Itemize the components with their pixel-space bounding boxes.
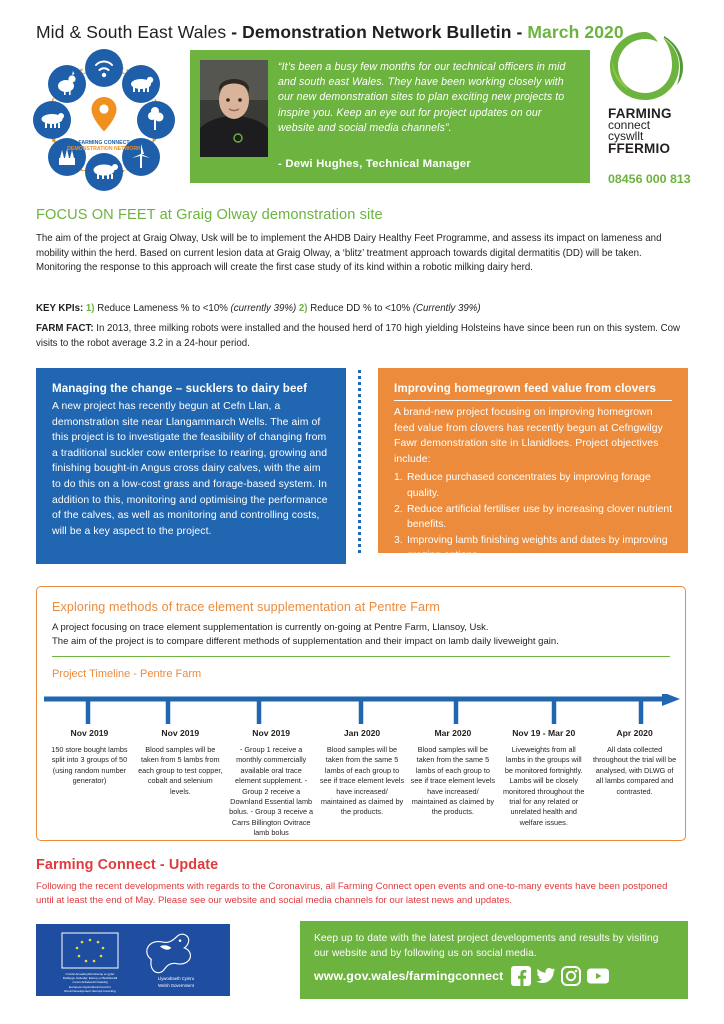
- svg-text:Llywodraeth Cymru: Llywodraeth Cymru: [157, 976, 195, 981]
- svg-text:Cronfa Amaethyddol Ewrop ar gy: Cronfa Amaethyddol Ewrop ar gyfer: [65, 972, 115, 976]
- svg-text:Datblygu Gwledig: Ewrop yn Bud: Datblygu Gwledig: Ewrop yn Buddsoddi: [62, 976, 118, 980]
- masthead-subtitle: - Demonstration Network Bulletin -: [226, 22, 528, 42]
- kpi-2-number: 2): [298, 303, 308, 314]
- panel-paragraph-line1: A project focusing on trace element supplementation is currently on-going at Pentre Farm, Llansoy, Usk.: [52, 622, 489, 633]
- panel-paragraph: [52, 621, 672, 649]
- wheel-center-line1: FARMING CONNECT: [78, 140, 130, 146]
- quote-attribution: - Dewi Hughes, Technical Manager: [278, 158, 471, 170]
- farming-connect-logo: [602, 28, 712, 154]
- timeline-description: Blood samples will be taken from the same 5 lambs of each group to see if trace element levels have increased/ maintained as claimed by the products.: [319, 745, 405, 817]
- focus-heading: [36, 207, 383, 223]
- objective-text: Reduce purchased concentrates by improving forage quality.: [407, 472, 651, 499]
- farm-fact-text: In 2013, three milking robots were installed and the housed herd of 170 high yielding Holsteins have since been run on this system. Cow visits to the robot average 3.2 in a 24-hour period.: [36, 323, 681, 349]
- focus-heading-rest: at Graig Olway demonstration site: [155, 207, 383, 223]
- masthead-date: March 2020: [527, 22, 624, 42]
- website-url[interactable]: www.gov.wales/farmingconnect: [314, 968, 504, 983]
- update-heading: Farming Connect - Update: [36, 857, 219, 873]
- timeline-date: Jan 2020: [343, 728, 381, 738]
- timeline-item: [498, 728, 589, 839]
- timeline-description: All data collected throughout the trial will be analysed, with DLWG of all lambs compared and contrasted.: [593, 745, 677, 796]
- orange-box-paragraph: A brand-new project focusing on improving homegrown feed value from clovers has recently begun at Cefngwilgy Fawr demonstration site in Llanidloes. Project objectives include:: [394, 407, 663, 465]
- project-timeline: [44, 694, 680, 838]
- timeline-date: Nov 2019: [161, 728, 200, 738]
- panel-sucklers-to-dairy-beef: [36, 368, 346, 564]
- kpi-2-note: (Currently 39%): [412, 303, 481, 314]
- timeline-description: Blood samples will be taken from the same 5 lambs of each group to see if trace element levels have increased/ maintained as claimed by the products.: [410, 745, 496, 817]
- logo-word-cyswllt: cyswllt: [608, 129, 644, 143]
- orange-box-heading: Improving homegrown feed value from clovers: [394, 382, 656, 395]
- quote-text: “It’s been a busy few months for our technical officers in mid and south east Wales. They have been working closely with our new demonstration sites to plan exciting new projects to inspire you. Keep an eye out for project updates on our website and social media channels”.: [278, 61, 566, 134]
- masthead-region: Mid & South East Wales: [36, 22, 227, 42]
- timeline-description: 150 store bought lambs split into 3 groups of 50 (using random number generator): [51, 745, 128, 786]
- objective-number: 1.: [394, 472, 403, 484]
- demonstration-network-wheel: [28, 48, 180, 193]
- timeline-item: [589, 728, 680, 839]
- timeline-date: Nov 19 - Mar 20: [512, 728, 576, 738]
- timeline-item: [317, 728, 408, 839]
- panel-green-rule: [52, 656, 670, 657]
- kpi-1-text: Reduce Lameness % to <10%: [94, 303, 231, 314]
- logo-word-farming: FARMING: [608, 106, 672, 121]
- svg-text:Rural Development: Europe Inve: Rural Development: Europe Investing: [64, 989, 116, 993]
- focus-paragraph: The aim of the project at Graig Olway, Usk will be to implement the AHDB Dairy Healthy Feet Programme, and assess its impact on lameness and mobility within the herd. Based on current lesion data at Graig Olway, a ‘blitz’ treatment approach towards digital dermatitis (DD) will be taken. Monitoring the response to this approach will create the first case study of its kind within a robotic milking dairy herd.: [36, 233, 662, 274]
- panel-heading: Exploring methods of trace element supplementation at Pentre Farm: [52, 600, 441, 614]
- timeline-date: Nov 2019: [252, 728, 291, 738]
- farming-connect-wordmark: [608, 108, 712, 154]
- eu-welsh-government-logo: [36, 924, 230, 996]
- timeline-date: Apr 2020: [616, 728, 653, 738]
- twitter-icon[interactable]: [536, 966, 556, 986]
- objective-text: Reduce artificial fertiliser use by increasing clover nutrient benefits.: [407, 503, 673, 530]
- kpi-1-note: (currently 39%): [230, 303, 297, 314]
- key-kpis-line: [36, 302, 688, 317]
- timeline-date: Nov 2019: [70, 728, 109, 738]
- timeline-description: Blood samples will be taken from 5 lambs from each group to test copper, cobalt and selenium levels.: [138, 745, 223, 796]
- footer-text: Keep up to date with the latest project developments and results by visiting our website and by following us on social media.: [314, 933, 659, 960]
- timeline-item: [44, 728, 135, 839]
- avatar: [200, 60, 268, 157]
- contact-phone: 08456 000 813: [608, 172, 691, 186]
- wheel-graphic: [28, 48, 180, 193]
- timeline-date: Mar 2020: [434, 728, 472, 738]
- blue-box-paragraph: A new project has recently begun at Cefn Llan, a demonstration site near Llangammarch Wells. The aim of this project is to investigate the feasibility of changing from a traditional suckler cow enterprise to rearing, growing and finishing bought-in Angus cross dairy calves, with the aim to do this on a low-cost grass and forage-based system. In addition to this, monitoring and optimising the performance of the calves, as well as monitoring and controlling costs, will be a key aspect to the project.: [52, 401, 328, 537]
- timeline-description: - Group 1 receive a monthly commercially available oral trace element supplement. - Group 2 receive a Downland Essential lamb bolus. - Group 3 receive a Carrs Billington Ovitrace lamb bolus: [229, 745, 314, 838]
- timeline-axis: [44, 694, 680, 730]
- orange-box-objectives: [378, 467, 688, 563]
- objective-number: 2.: [394, 503, 403, 515]
- farming-connect-swirl-logo: [606, 28, 684, 104]
- kpi-1-number: 1): [85, 303, 95, 314]
- svg-text:mewn Ardaloedd Gwledig: mewn Ardaloedd Gwledig: [72, 980, 108, 984]
- footer-social-banner: [300, 921, 688, 999]
- vertical-dotted-divider: [358, 370, 361, 556]
- timeline-items: [44, 728, 680, 839]
- focus-heading-emphasis: FOCUS ON FEET: [36, 207, 156, 223]
- timeline-item: [226, 728, 317, 839]
- update-paragraph: Following the recent developments with regards to the Coronavirus, all Farming Connect open events and one-to-many events have been postponed until at least the end of May. Please see our website and social media channels for our latest news and updates.: [36, 881, 668, 907]
- blue-box-heading: Managing the change – sucklers to dairy beef: [52, 382, 308, 395]
- timeline-description: Liveweights from all lambs in the groups will be monitored fortnightly. Lambs will be closely monitored throughout the trial for any related or unrelated health and welfare issues.: [502, 745, 585, 827]
- quote-box: [190, 50, 590, 183]
- facebook-icon[interactable]: [511, 966, 531, 986]
- timeline-item: [135, 728, 226, 839]
- kpi-2-text: Reduce DD % to <10%: [307, 303, 413, 314]
- kpi-label: KEY KPIs:: [36, 303, 84, 314]
- wheel-center-line2: DEMONSTRATION NETWORK: [67, 146, 141, 152]
- farm-fact-line: [36, 322, 688, 351]
- instagram-icon[interactable]: [561, 966, 581, 986]
- timeline-label: Project Timeline - Pentre Farm: [52, 668, 202, 680]
- logo-word-connect: connect: [608, 117, 651, 132]
- panel-homegrown-feed-clovers: [378, 368, 688, 562]
- youtube-icon[interactable]: [586, 966, 610, 986]
- svg-text:Welsh Government: Welsh Government: [158, 983, 194, 988]
- panel-paragraph-line2: The aim of the project is to compare different methods of supplementation and their impact on lamb daily liveweight gain.: [52, 636, 559, 647]
- social-icons: [511, 966, 610, 986]
- timeline-item: [407, 728, 498, 839]
- svg-text:European Agricultural Fund for: European Agricultural Fund for: [69, 985, 111, 989]
- objective-item: [394, 533, 676, 563]
- objective-number: 3.: [394, 535, 403, 547]
- objective-text: Improving lamb finishing weights and dates by improving grazing options.: [407, 535, 668, 562]
- farm-fact-label: FARM FACT:: [36, 323, 94, 334]
- objective-item: [394, 502, 676, 532]
- footer-url-row: [300, 962, 688, 986]
- logo-word-ffermio: FFERMIO: [608, 140, 671, 156]
- page-title: [36, 22, 624, 43]
- objective-item: [394, 470, 676, 500]
- map-pin-icon: [92, 97, 117, 132]
